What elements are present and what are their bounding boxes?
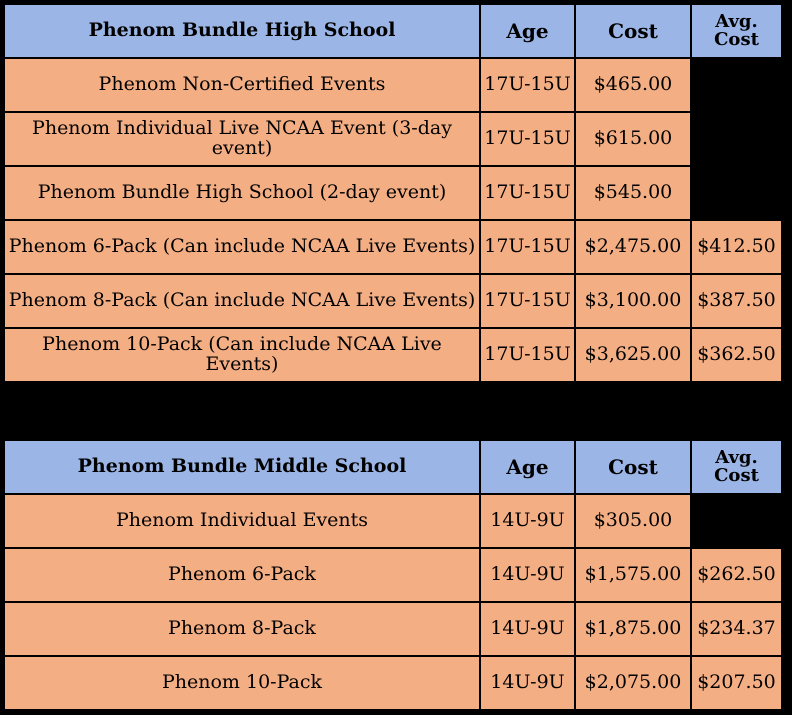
avg-cost-cell: $262.50 (691, 548, 782, 602)
cost-cell: $2,475.00 (575, 220, 691, 274)
cost-cell: $3,625.00 (575, 328, 691, 382)
high-school-price-table (4, 4, 782, 382)
age-cell: 14U-9U (480, 494, 575, 548)
avg-cost-cell: $387.50 (691, 274, 782, 328)
age-cell: 17U-15U (480, 274, 575, 328)
cost-cell: $465.00 (575, 58, 691, 112)
table-row (4, 602, 782, 656)
table-row (4, 166, 782, 220)
high-school-title: Phenom Bundle High School (4, 4, 480, 58)
avg-cost-header: Avg. Cost (691, 440, 782, 494)
avg-cost-cell: $412.50 (691, 220, 782, 274)
event-name: Phenom 6-Pack (Can include NCAA Live Events) (4, 220, 480, 274)
event-name: Phenom Non-Certified Events (4, 58, 480, 112)
table-row (4, 274, 782, 328)
age-cell: 17U-15U (480, 58, 575, 112)
age-cell: 17U-15U (480, 112, 575, 166)
cost-cell: $545.00 (575, 166, 691, 220)
age-cell: 14U-9U (480, 548, 575, 602)
age-cell: 14U-9U (480, 602, 575, 656)
age-header: Age (480, 4, 575, 58)
cost-header: Cost (575, 4, 691, 58)
cost-cell: $3,100.00 (575, 274, 691, 328)
event-name: Phenom 6-Pack (4, 548, 480, 602)
table-row (4, 548, 782, 602)
table-row (4, 328, 782, 382)
avg-cost-blank (691, 58, 782, 220)
cost-cell: $2,075.00 (575, 656, 691, 710)
avg-cost-cell: $234.37 (691, 602, 782, 656)
event-name: Phenom 8-Pack (Can include NCAA Live Events) (4, 274, 480, 328)
cost-cell: $1,575.00 (575, 548, 691, 602)
cost-header: Cost (575, 440, 691, 494)
event-name: Phenom Individual Live NCAA Event (3-day event) (4, 112, 480, 166)
avg-cost-blank (691, 494, 782, 548)
age-cell: 17U-15U (480, 220, 575, 274)
event-name: Phenom 10-Pack (4, 656, 480, 710)
table-row (4, 220, 782, 274)
middle-school-title: Phenom Bundle Middle School (4, 440, 480, 494)
avg-cost-cell: $207.50 (691, 656, 782, 710)
cost-cell: $1,875.00 (575, 602, 691, 656)
table-header-row (4, 4, 782, 58)
event-name: Phenom 10-Pack (Can include NCAA Live Events) (4, 328, 480, 382)
avg-cost-header: Avg. Cost (691, 4, 782, 58)
table-row (4, 112, 782, 166)
cost-cell: $615.00 (575, 112, 691, 166)
table-row (4, 656, 782, 710)
age-header: Age (480, 440, 575, 494)
event-name: Phenom 8-Pack (4, 602, 480, 656)
table-row (4, 494, 782, 548)
table-row (4, 58, 782, 112)
avg-cost-cell: $362.50 (691, 328, 782, 382)
table-header-row (4, 440, 782, 494)
middle-school-price-table (4, 440, 782, 710)
cost-cell: $305.00 (575, 494, 691, 548)
event-name: Phenom Individual Events (4, 494, 480, 548)
age-cell: 17U-15U (480, 166, 575, 220)
event-name: Phenom Bundle High School (2-day event) (4, 166, 480, 220)
age-cell: 14U-9U (480, 656, 575, 710)
age-cell: 17U-15U (480, 328, 575, 382)
